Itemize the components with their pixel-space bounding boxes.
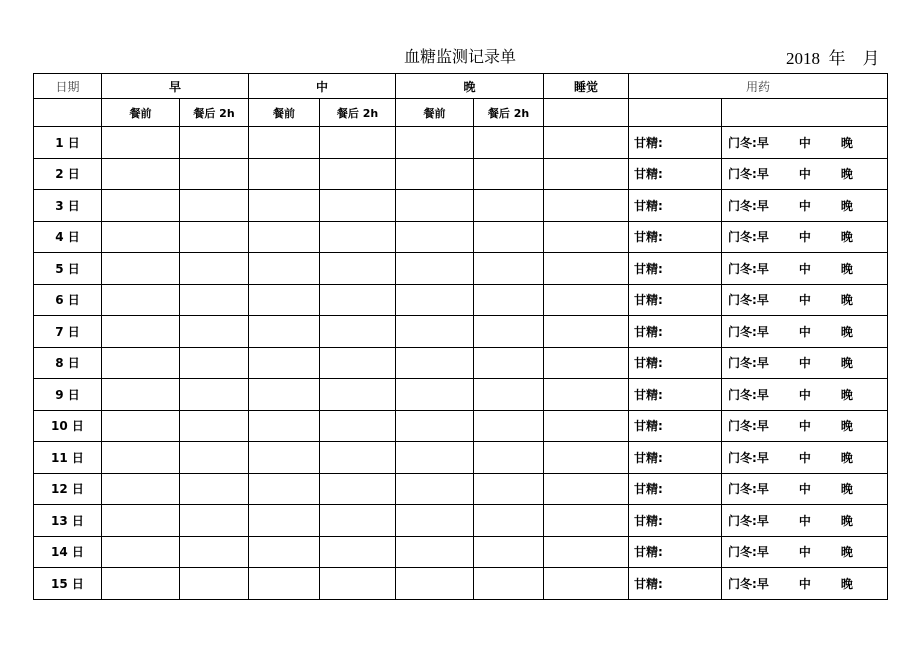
breakfast-before-cell[interactable] [102, 536, 180, 568]
subheader-blank [34, 99, 102, 127]
dinner-before-cell[interactable] [396, 190, 474, 222]
sleep-cell[interactable] [544, 347, 629, 379]
dinner-before-cell[interactable] [396, 158, 474, 190]
sleep-cell[interactable] [544, 284, 629, 316]
lunch-before-cell[interactable] [249, 253, 320, 285]
table-row [34, 442, 888, 474]
aspart-label: 门冬:早 [728, 419, 769, 434]
lunch-after-cell[interactable] [320, 190, 396, 222]
breakfast-after-cell[interactable] [180, 316, 249, 348]
aspart-cell[interactable] [722, 410, 888, 442]
breakfast-after-cell[interactable] [180, 410, 249, 442]
glargine-cell[interactable] [629, 410, 722, 442]
aspart-cell[interactable] [722, 473, 888, 505]
table-row [34, 536, 888, 568]
sleep-cell[interactable] [544, 190, 629, 222]
aspart-label: 门冬:早 [728, 261, 769, 276]
aspart-label: 门冬:早 [728, 356, 769, 371]
glargine-cell[interactable] [629, 379, 722, 411]
dinner-before-cell[interactable] [396, 127, 474, 159]
glargine-label: 甘精: [634, 324, 663, 339]
day-label: 9 日 [34, 379, 102, 411]
dinner-before-cell[interactable] [396, 221, 474, 253]
header-date: 日期 [34, 74, 102, 99]
aspart-eve-label: 晚 [840, 545, 853, 560]
day-label: 14 日 [34, 536, 102, 568]
aspart-mid-label: 中 [798, 450, 811, 465]
breakfast-before-cell[interactable] [102, 127, 180, 159]
sleep-cell[interactable] [544, 536, 629, 568]
dinner-after-cell[interactable] [474, 158, 544, 190]
lunch-before-cell[interactable] [249, 568, 320, 600]
dinner-before-cell[interactable] [396, 568, 474, 600]
glargine-cell[interactable] [629, 347, 722, 379]
lunch-after-cell[interactable] [320, 127, 396, 159]
aspart-eve-label: 晚 [840, 387, 853, 402]
table-row [34, 158, 888, 190]
breakfast-before-cell[interactable] [102, 284, 180, 316]
lunch-after-cell[interactable] [320, 284, 396, 316]
aspart-eve-label: 晚 [840, 513, 853, 528]
aspart-mid-label: 中 [798, 230, 811, 245]
aspart-label: 门冬:早 [728, 198, 769, 213]
aspart-mid-label: 中 [798, 545, 811, 560]
header-lunch: 中 [249, 74, 396, 99]
table-row [34, 253, 888, 285]
dinner-after-cell[interactable] [474, 127, 544, 159]
glargine-cell[interactable] [629, 536, 722, 568]
dinner-before-cell[interactable] [396, 316, 474, 348]
aspart-eve-label: 晚 [840, 293, 853, 308]
lunch-after-meal: 餐后 2h [320, 99, 396, 127]
breakfast-after-cell[interactable] [180, 505, 249, 537]
breakfast-before-cell[interactable] [102, 505, 180, 537]
glargine-cell[interactable] [629, 316, 722, 348]
aspart-label: 门冬:早 [728, 513, 769, 528]
dinner-after-cell[interactable] [474, 284, 544, 316]
dinner-after-cell[interactable] [474, 410, 544, 442]
dinner-before-cell[interactable] [396, 347, 474, 379]
lunch-after-cell[interactable] [320, 536, 396, 568]
aspart-mid-label: 中 [798, 135, 811, 150]
breakfast-before-cell[interactable] [102, 442, 180, 474]
page-title: 血糖监测记录单 [403, 47, 516, 66]
aspart-eve-label: 晚 [840, 167, 853, 182]
day-label: 3 日 [34, 190, 102, 222]
aspart-eve-label: 晚 [840, 324, 853, 339]
breakfast-before-cell[interactable] [102, 568, 180, 600]
aspart-eve-label: 晚 [840, 419, 853, 434]
dinner-before-cell[interactable] [396, 410, 474, 442]
dinner-after-cell[interactable] [474, 316, 544, 348]
dinner-before-cell[interactable] [396, 536, 474, 568]
aspart-eve-label: 晚 [840, 198, 853, 213]
day-label: 2 日 [34, 158, 102, 190]
lunch-before-cell[interactable] [249, 284, 320, 316]
table-row [34, 410, 888, 442]
year-month-label: 2018 年 月 [786, 49, 880, 68]
aspart-mid-label: 中 [798, 513, 811, 528]
breakfast-before-cell[interactable] [102, 190, 180, 222]
lunch-after-cell[interactable] [320, 316, 396, 348]
day-label: 7 日 [34, 316, 102, 348]
aspart-label: 门冬:早 [728, 293, 769, 308]
lunch-after-cell[interactable] [320, 473, 396, 505]
header-sleep: 睡觉 [544, 74, 629, 99]
lunch-after-cell[interactable] [320, 442, 396, 474]
glargine-label: 甘精: [634, 293, 663, 308]
dinner-after-meal: 餐后 2h [474, 99, 544, 127]
dinner-after-cell[interactable] [474, 442, 544, 474]
breakfast-after-cell[interactable] [180, 442, 249, 474]
glargine-cell[interactable] [629, 442, 722, 474]
aspart-mid-label: 中 [798, 198, 811, 213]
sleep-cell[interactable] [544, 505, 629, 537]
lunch-before-cell[interactable] [249, 221, 320, 253]
sleep-cell[interactable] [544, 568, 629, 600]
breakfast-before-cell[interactable] [102, 379, 180, 411]
aspart-mid-label: 中 [798, 167, 811, 182]
record-table [33, 73, 888, 600]
breakfast-before-cell[interactable] [102, 347, 180, 379]
aspart-eve-label: 晚 [840, 261, 853, 276]
med-blank-1 [629, 99, 722, 127]
dinner-after-cell[interactable] [474, 536, 544, 568]
glargine-cell[interactable] [629, 158, 722, 190]
table-row [34, 127, 888, 159]
header-medication: 用药 [629, 74, 888, 99]
aspart-cell[interactable] [722, 221, 888, 253]
breakfast-after-cell[interactable] [180, 473, 249, 505]
lunch-before-cell[interactable] [249, 127, 320, 159]
sleep-cell[interactable] [544, 316, 629, 348]
sleep-blank [544, 99, 629, 127]
aspart-cell[interactable] [722, 284, 888, 316]
table-row [34, 221, 888, 253]
breakfast-before-cell[interactable] [102, 473, 180, 505]
day-label: 4 日 [34, 221, 102, 253]
breakfast-after-cell[interactable] [180, 379, 249, 411]
glargine-cell[interactable] [629, 127, 722, 159]
glargine-label: 甘精: [634, 198, 663, 213]
aspart-eve-label: 晚 [840, 576, 853, 591]
lunch-after-cell[interactable] [320, 221, 396, 253]
lunch-after-cell[interactable] [320, 410, 396, 442]
glargine-label: 甘精: [634, 576, 663, 591]
glargine-cell[interactable] [629, 221, 722, 253]
aspart-label: 门冬:早 [728, 324, 769, 339]
dinner-after-cell[interactable] [474, 505, 544, 537]
lunch-before-cell[interactable] [249, 347, 320, 379]
aspart-mid-label: 中 [798, 356, 811, 371]
dinner-before-cell[interactable] [396, 442, 474, 474]
breakfast-after-meal: 餐后 2h [180, 99, 249, 127]
dinner-after-cell[interactable] [474, 221, 544, 253]
dinner-before-cell[interactable] [396, 473, 474, 505]
day-label: 5 日 [34, 253, 102, 285]
aspart-cell[interactable] [722, 158, 888, 190]
aspart-label: 门冬:早 [728, 230, 769, 245]
dinner-before-cell[interactable] [396, 379, 474, 411]
day-label: 6 日 [34, 284, 102, 316]
lunch-before-cell[interactable] [249, 473, 320, 505]
day-label: 8 日 [34, 347, 102, 379]
lunch-after-cell[interactable] [320, 253, 396, 285]
breakfast-before-cell[interactable] [102, 221, 180, 253]
lunch-before-cell[interactable] [249, 536, 320, 568]
glargine-cell[interactable] [629, 505, 722, 537]
dinner-after-cell[interactable] [474, 379, 544, 411]
dinner-after-cell[interactable] [474, 347, 544, 379]
glargine-label: 甘精: [634, 261, 663, 276]
lunch-after-cell[interactable] [320, 568, 396, 600]
lunch-before-cell[interactable] [249, 410, 320, 442]
dinner-before-cell[interactable] [396, 284, 474, 316]
lunch-after-cell[interactable] [320, 505, 396, 537]
sleep-cell[interactable] [544, 253, 629, 285]
glargine-label: 甘精: [634, 545, 663, 560]
aspart-label: 门冬:早 [728, 450, 769, 465]
day-label: 1 日 [34, 127, 102, 159]
table-row [34, 316, 888, 348]
lunch-after-cell[interactable] [320, 347, 396, 379]
aspart-cell[interactable] [722, 536, 888, 568]
dinner-after-cell[interactable] [474, 190, 544, 222]
sleep-cell[interactable] [544, 473, 629, 505]
aspart-cell[interactable] [722, 316, 888, 348]
table-row [34, 379, 888, 411]
sleep-cell[interactable] [544, 442, 629, 474]
breakfast-after-cell[interactable] [180, 253, 249, 285]
breakfast-after-cell[interactable] [180, 284, 249, 316]
breakfast-before-meal: 餐前 [102, 99, 180, 127]
day-label: 11 日 [34, 442, 102, 474]
aspart-label: 门冬:早 [728, 482, 769, 497]
sleep-cell[interactable] [544, 127, 629, 159]
dinner-before-cell[interactable] [396, 253, 474, 285]
dinner-before-meal: 餐前 [396, 99, 474, 127]
breakfast-after-cell[interactable] [180, 190, 249, 222]
sleep-cell[interactable] [544, 158, 629, 190]
glargine-cell[interactable] [629, 190, 722, 222]
aspart-label: 门冬:早 [728, 545, 769, 560]
breakfast-after-cell[interactable] [180, 568, 249, 600]
lunch-before-cell[interactable] [249, 158, 320, 190]
table-row [34, 190, 888, 222]
lunch-before-cell[interactable] [249, 442, 320, 474]
header-row [34, 74, 888, 99]
lunch-before-cell[interactable] [249, 316, 320, 348]
table-row [34, 505, 888, 537]
aspart-eve-label: 晚 [840, 482, 853, 497]
table-row [34, 347, 888, 379]
aspart-cell[interactable] [722, 568, 888, 600]
aspart-mid-label: 中 [798, 387, 811, 402]
breakfast-after-cell[interactable] [180, 158, 249, 190]
sleep-cell[interactable] [544, 379, 629, 411]
aspart-cell[interactable] [722, 505, 888, 537]
aspart-mid-label: 中 [798, 419, 811, 434]
sleep-cell[interactable] [544, 221, 629, 253]
glargine-label: 甘精: [634, 167, 663, 182]
aspart-eve-label: 晚 [840, 450, 853, 465]
aspart-cell[interactable] [722, 347, 888, 379]
glargine-cell[interactable] [629, 253, 722, 285]
day-label: 15 日 [34, 568, 102, 600]
glargine-label: 甘精: [634, 513, 663, 528]
lunch-before-cell[interactable] [249, 379, 320, 411]
aspart-label: 门冬:早 [728, 576, 769, 591]
glargine-label: 甘精: [634, 230, 663, 245]
breakfast-before-cell[interactable] [102, 410, 180, 442]
header-breakfast: 早 [102, 74, 249, 99]
subheader-row [34, 99, 888, 127]
med-blank-2 [722, 99, 888, 127]
dinner-after-cell[interactable] [474, 473, 544, 505]
day-label: 12 日 [34, 473, 102, 505]
aspart-label: 门冬:早 [728, 135, 769, 150]
day-label: 10 日 [34, 410, 102, 442]
dinner-before-cell[interactable] [396, 505, 474, 537]
table-row [34, 284, 888, 316]
day-label: 13 日 [34, 505, 102, 537]
table-row [34, 568, 888, 600]
glargine-label: 甘精: [634, 482, 663, 497]
breakfast-before-cell[interactable] [102, 316, 180, 348]
glargine-label: 甘精: [634, 135, 663, 150]
aspart-cell[interactable] [722, 190, 888, 222]
table-row [34, 473, 888, 505]
aspart-mid-label: 中 [798, 293, 811, 308]
breakfast-before-cell[interactable] [102, 253, 180, 285]
dinner-after-cell[interactable] [474, 253, 544, 285]
aspart-cell[interactable] [722, 442, 888, 474]
lunch-before-cell[interactable] [249, 190, 320, 222]
aspart-eve-label: 晚 [840, 230, 853, 245]
breakfast-after-cell[interactable] [180, 221, 249, 253]
dinner-after-cell[interactable] [474, 568, 544, 600]
lunch-before-meal: 餐前 [249, 99, 320, 127]
breakfast-after-cell[interactable] [180, 347, 249, 379]
aspart-cell[interactable] [722, 379, 888, 411]
aspart-eve-label: 晚 [840, 356, 853, 371]
breakfast-after-cell[interactable] [180, 127, 249, 159]
glargine-label: 甘精: [634, 356, 663, 371]
lunch-after-cell[interactable] [320, 158, 396, 190]
sleep-cell[interactable] [544, 410, 629, 442]
lunch-after-cell[interactable] [320, 379, 396, 411]
aspart-mid-label: 中 [798, 324, 811, 339]
glargine-cell[interactable] [629, 284, 722, 316]
aspart-cell[interactable] [722, 127, 888, 159]
aspart-cell[interactable] [722, 253, 888, 285]
aspart-eve-label: 晚 [840, 135, 853, 150]
glargine-label: 甘精: [634, 450, 663, 465]
glargine-cell[interactable] [629, 473, 722, 505]
glargine-label: 甘精: [634, 387, 663, 402]
lunch-before-cell[interactable] [249, 505, 320, 537]
aspart-mid-label: 中 [798, 261, 811, 276]
aspart-label: 门冬:早 [728, 387, 769, 402]
glargine-label: 甘精: [634, 419, 663, 434]
aspart-mid-label: 中 [798, 482, 811, 497]
glargine-cell[interactable] [629, 568, 722, 600]
aspart-mid-label: 中 [798, 576, 811, 591]
breakfast-before-cell[interactable] [102, 158, 180, 190]
aspart-label: 门冬:早 [728, 167, 769, 182]
header-dinner: 晚 [396, 74, 544, 99]
breakfast-after-cell[interactable] [180, 536, 249, 568]
